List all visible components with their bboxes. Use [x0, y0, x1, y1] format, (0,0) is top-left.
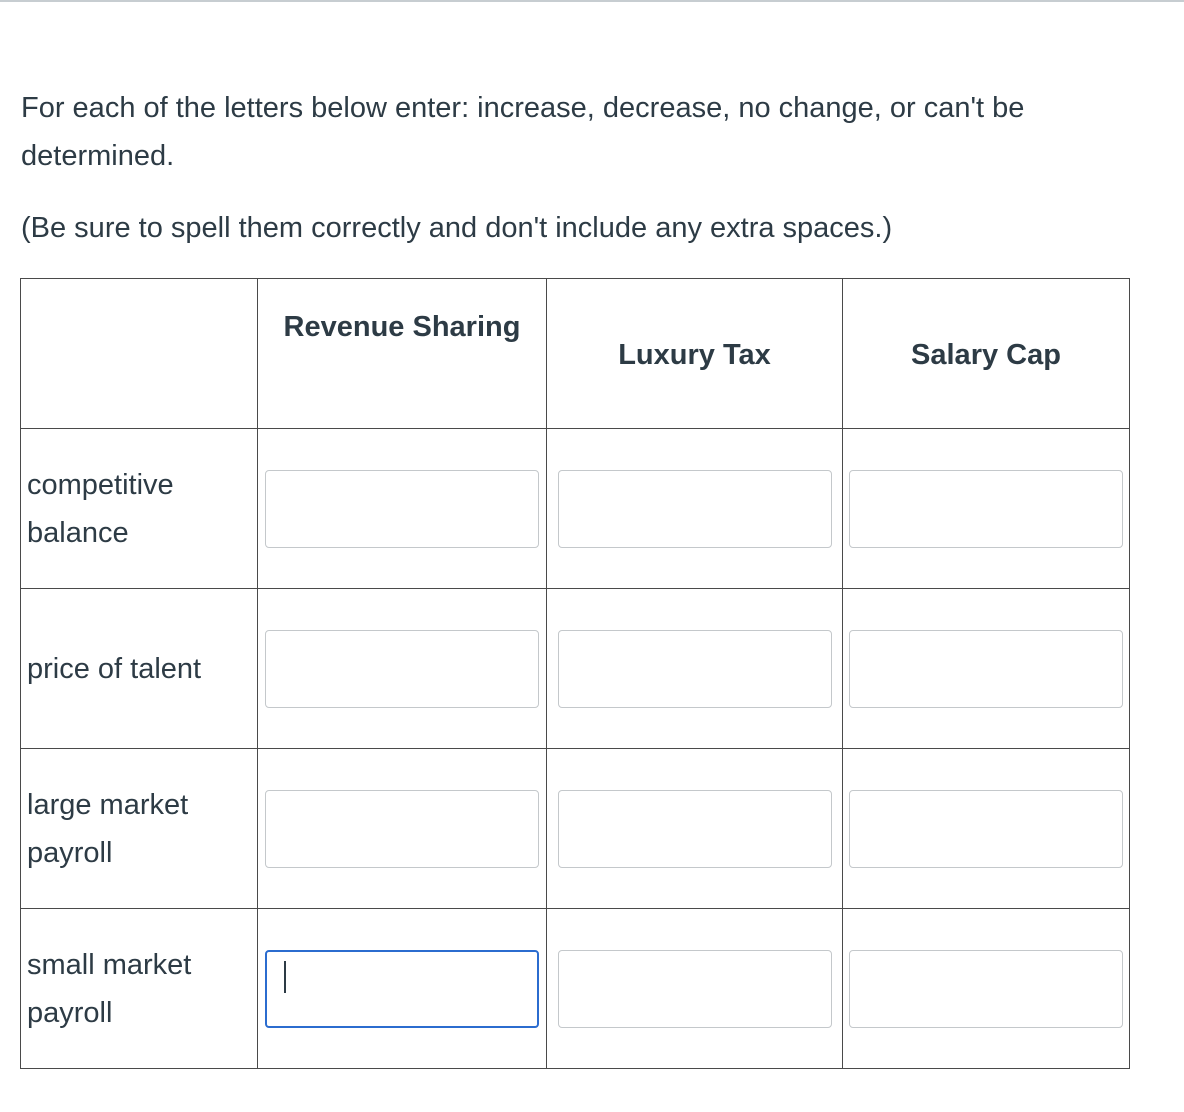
column-header-luxury-tax: Luxury Tax	[547, 279, 843, 429]
answer-input-competitive-balance-salary-cap[interactable]	[849, 470, 1123, 548]
instruction-text: For each of the letters below enter: increase, decrease, no change, or can't be determined.	[21, 92, 1025, 172]
column-header-salary-cap: Salary Cap	[843, 279, 1130, 429]
spelling-note: (Be sure to spell them correctly and don't include any extra spaces.)	[21, 212, 893, 244]
answer-input-large-market-payroll-luxury-tax[interactable]	[558, 790, 832, 868]
row-label: price of talent	[21, 589, 258, 749]
row-label: large market payroll	[21, 749, 258, 909]
table-row-price-of-talent	[21, 589, 1130, 749]
answer-table	[20, 278, 1130, 1069]
row-label: competitive balance	[21, 429, 258, 589]
text-caret	[284, 961, 286, 993]
question-instructions	[21, 84, 1151, 252]
row-label: small market payroll	[21, 909, 258, 1069]
column-header-revenue-sharing: Revenue Sharing	[258, 279, 547, 429]
answer-input-small-market-payroll-luxury-tax[interactable]	[558, 950, 832, 1028]
header-row	[21, 279, 1130, 429]
answer-input-small-market-payroll-revenue-sharing[interactable]	[265, 950, 539, 1028]
table-row-small-market-payroll	[21, 909, 1130, 1069]
answer-input-price-of-talent-revenue-sharing[interactable]	[265, 630, 539, 708]
answer-input-price-of-talent-salary-cap[interactable]	[849, 630, 1123, 708]
table-row-large-market-payroll	[21, 749, 1130, 909]
answer-input-competitive-balance-revenue-sharing[interactable]	[265, 470, 539, 548]
answer-input-competitive-balance-luxury-tax[interactable]	[558, 470, 832, 548]
answer-input-small-market-payroll-salary-cap[interactable]	[849, 950, 1123, 1028]
corner-cell	[21, 279, 258, 429]
answer-input-price-of-talent-luxury-tax[interactable]	[558, 630, 832, 708]
top-divider	[0, 0, 1184, 2]
answer-input-large-market-payroll-salary-cap[interactable]	[849, 790, 1123, 868]
answer-input-large-market-payroll-revenue-sharing[interactable]	[265, 790, 539, 868]
table-row-competitive-balance	[21, 429, 1130, 589]
